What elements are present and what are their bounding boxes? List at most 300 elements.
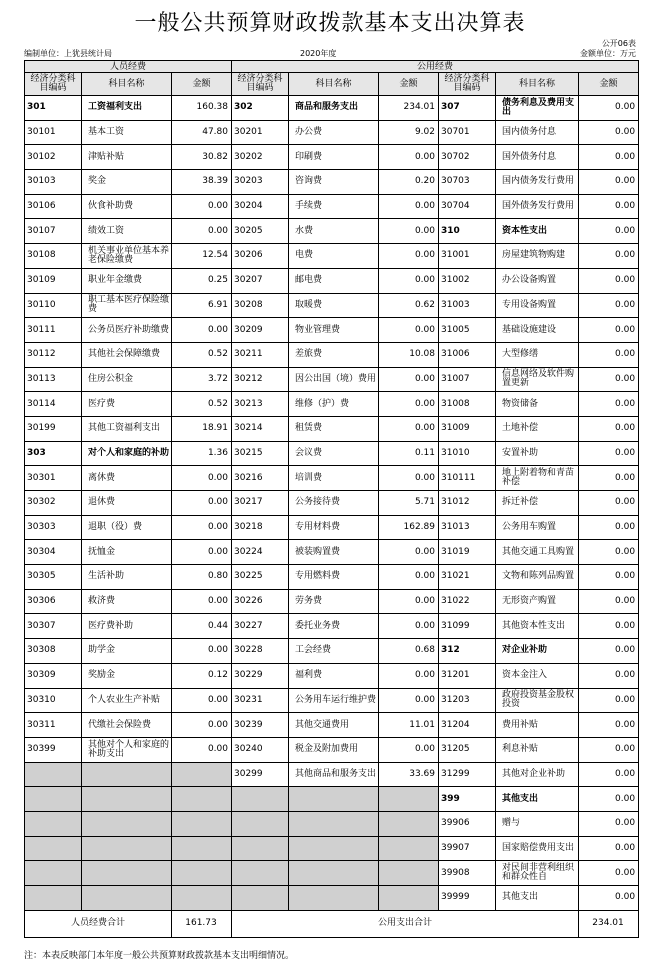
cell-amount: 0.00	[579, 491, 639, 516]
cell-name: 津贴补贴	[82, 145, 172, 170]
cell-name: 地上附着物和青苗补偿	[496, 466, 579, 491]
cell-code: 30211	[232, 342, 289, 367]
cell-amount: 0.00	[579, 145, 639, 170]
table-row	[25, 639, 639, 664]
cell-name: 其他支出	[496, 886, 579, 911]
cell-amount: 30.82	[172, 145, 232, 170]
cell-name: 基础设施建设	[496, 318, 579, 343]
cell-code: 30208	[232, 293, 289, 318]
cell-amount: 0.00	[379, 318, 439, 343]
cell-amount: 0.00	[579, 713, 639, 738]
cell-name: 电费	[289, 244, 379, 269]
cell-amount	[172, 861, 232, 886]
cell-code: 31009	[439, 416, 496, 441]
cell-code: 30305	[25, 565, 82, 590]
cell-name: 住房公积金	[82, 367, 172, 392]
cell-name: 对个人和家庭的补助	[82, 441, 172, 466]
cell-amount: 0.00	[579, 663, 639, 688]
cell-amount	[172, 762, 232, 787]
cell-amount: 0.00	[579, 639, 639, 664]
cell-code: 30310	[25, 688, 82, 713]
cell-name	[289, 886, 379, 911]
cell-code: 31003	[439, 293, 496, 318]
cell-amount: 0.00	[579, 762, 639, 787]
personnel-total-label: 人员经费合计	[25, 910, 172, 937]
cell-amount: 0.00	[172, 194, 232, 219]
page-title: 一般公共预算财政拨款基本支出决算表	[134, 11, 526, 36]
cell-name: 利息补贴	[496, 737, 579, 762]
cell-amount: 10.08	[379, 342, 439, 367]
cell-code: 31299	[439, 762, 496, 787]
table-row	[25, 491, 639, 516]
cell-amount	[379, 886, 439, 911]
cell-code: 30231	[232, 688, 289, 713]
cell-code: 30213	[232, 392, 289, 417]
cell-name: 医疗费	[82, 392, 172, 417]
cell-name	[82, 836, 172, 861]
amount-header: 金额	[579, 73, 639, 96]
expenditure-table	[24, 60, 639, 938]
cell-name	[82, 811, 172, 836]
amount-header: 金额	[172, 73, 232, 96]
cell-code: 31007	[439, 367, 496, 392]
cell-amount: 0.00	[172, 540, 232, 565]
cell-code: 30103	[25, 170, 82, 195]
cell-amount	[172, 886, 232, 911]
public-total-label: 公用支出合计	[232, 910, 579, 937]
cell-name: 费用补贴	[496, 713, 579, 738]
cell-amount: 0.00	[172, 515, 232, 540]
code-header: 经济分类科目编码	[25, 73, 82, 96]
cell-code	[232, 811, 289, 836]
cell-code	[25, 836, 82, 861]
form-number: 公开06表	[601, 39, 636, 48]
cell-name: 奖金	[82, 170, 172, 195]
cell-name: 政府投资基金股权投资	[496, 688, 579, 713]
cell-code	[25, 762, 82, 787]
table-row	[25, 392, 639, 417]
cell-name: 基本工资	[82, 120, 172, 145]
fiscal-year: 2020年度	[300, 49, 337, 58]
cell-code: 30226	[232, 589, 289, 614]
cell-amount: 0.00	[379, 219, 439, 244]
cell-name: 水费	[289, 219, 379, 244]
cell-amount: 0.00	[579, 416, 639, 441]
cell-amount: 0.00	[579, 219, 639, 244]
cell-code: 30109	[25, 268, 82, 293]
cell-name: 国外债务付息	[496, 145, 579, 170]
cell-amount: 0.00	[172, 688, 232, 713]
cell-name: 资本金注入	[496, 663, 579, 688]
cell-amount: 0.00	[579, 861, 639, 886]
cell-name	[82, 861, 172, 886]
cell-name: 其他支出	[496, 787, 579, 812]
table-row	[25, 145, 639, 170]
cell-code: 30701	[439, 120, 496, 145]
cell-amount: 0.00	[379, 392, 439, 417]
table-row	[25, 342, 639, 367]
cell-name: 国家赔偿费用支出	[496, 836, 579, 861]
cell-code: 31022	[439, 589, 496, 614]
cell-name: 福利费	[289, 663, 379, 688]
cell-code	[232, 787, 289, 812]
cell-code: 307	[439, 96, 496, 121]
cell-code: 30108	[25, 244, 82, 269]
cell-amount	[379, 811, 439, 836]
cell-name: 公务用车购置	[496, 515, 579, 540]
cell-amount: 0.00	[579, 540, 639, 565]
cell-code: 310111	[439, 466, 496, 491]
cell-code: 30102	[25, 145, 82, 170]
cell-name: 土地补偿	[496, 416, 579, 441]
cell-code	[25, 787, 82, 812]
cell-code: 31006	[439, 342, 496, 367]
cell-name: 机关事业单位基本养老保险缴费	[82, 244, 172, 269]
cell-name: 医疗费补助	[82, 614, 172, 639]
cell-amount: 0.80	[172, 565, 232, 590]
cell-code: 30199	[25, 416, 82, 441]
cell-code: 31005	[439, 318, 496, 343]
cell-amount: 0.00	[172, 491, 232, 516]
table-row	[25, 244, 639, 269]
table-row	[25, 663, 639, 688]
cell-name: 无形资产购置	[496, 589, 579, 614]
cell-name: 公务用车运行维护费	[289, 688, 379, 713]
cell-code: 30110	[25, 293, 82, 318]
name-header: 科目名称	[496, 73, 579, 96]
cell-name: 其他商品和服务支出	[289, 762, 379, 787]
cell-code: 31019	[439, 540, 496, 565]
cell-amount: 0.00	[579, 392, 639, 417]
cell-name: 国内债务发行费用	[496, 170, 579, 195]
cell-amount: 0.00	[579, 565, 639, 590]
cell-amount: 0.00	[379, 194, 439, 219]
money-unit: 金额单位：万元	[580, 49, 636, 58]
table-row	[25, 737, 639, 762]
cell-amount: 12.54	[172, 244, 232, 269]
cell-code: 30308	[25, 639, 82, 664]
table-row	[25, 416, 639, 441]
cell-amount: 0.11	[379, 441, 439, 466]
cell-amount: 0.00	[579, 515, 639, 540]
cell-amount: 18.91	[172, 416, 232, 441]
cell-code: 30227	[232, 614, 289, 639]
cell-amount	[379, 836, 439, 861]
cell-code: 30201	[232, 120, 289, 145]
table-row	[25, 811, 639, 836]
cell-name: 物资储备	[496, 392, 579, 417]
cell-name: 被装购置费	[289, 540, 379, 565]
cell-code: 30307	[25, 614, 82, 639]
cell-code: 30240	[232, 737, 289, 762]
footnote: 注：本表反映部门本年度一般公共预算财政拨款基本支出明细情况。	[24, 951, 295, 961]
cell-amount: 0.00	[579, 342, 639, 367]
cell-amount: 0.00	[379, 614, 439, 639]
cell-code: 31010	[439, 441, 496, 466]
cell-name: 税金及附加费用	[289, 737, 379, 762]
table-row	[25, 762, 639, 787]
cell-amount: 0.20	[379, 170, 439, 195]
cell-name	[82, 787, 172, 812]
cell-name: 国外债务发行费用	[496, 194, 579, 219]
cell-code: 302	[232, 96, 289, 121]
cell-code: 31001	[439, 244, 496, 269]
cell-name: 个人农业生产补贴	[82, 688, 172, 713]
table-row	[25, 441, 639, 466]
cell-code	[232, 861, 289, 886]
cell-name: 维修（护）费	[289, 392, 379, 417]
cell-amount	[172, 787, 232, 812]
cell-code: 39999	[439, 886, 496, 911]
cell-amount: 0.00	[579, 441, 639, 466]
cell-amount: 160.38	[172, 96, 232, 121]
cell-amount: 0.12	[172, 663, 232, 688]
cell-code	[25, 886, 82, 911]
table-row	[25, 614, 639, 639]
table-row	[25, 688, 639, 713]
cell-amount: 0.00	[579, 268, 639, 293]
cell-amount: 3.72	[172, 367, 232, 392]
cell-name: 因公出国（境）费用	[289, 367, 379, 392]
cell-code: 30239	[232, 713, 289, 738]
cell-code: 30202	[232, 145, 289, 170]
cell-name: 咨询费	[289, 170, 379, 195]
cell-code: 312	[439, 639, 496, 664]
cell-code: 30306	[25, 589, 82, 614]
cell-amount: 0.00	[172, 219, 232, 244]
table-row	[25, 170, 639, 195]
cell-amount: 0.00	[579, 194, 639, 219]
cell-amount: 11.01	[379, 713, 439, 738]
cell-name	[82, 886, 172, 911]
cell-name: 培训费	[289, 466, 379, 491]
cell-code: 31205	[439, 737, 496, 762]
cell-code: 303	[25, 441, 82, 466]
table-row	[25, 861, 639, 886]
cell-code: 39908	[439, 861, 496, 886]
cell-name: 其他资本性支出	[496, 614, 579, 639]
cell-name	[289, 787, 379, 812]
cell-amount: 0.00	[379, 466, 439, 491]
cell-amount: 0.00	[172, 466, 232, 491]
cell-amount: 0.00	[379, 268, 439, 293]
cell-name: 工资福利支出	[82, 96, 172, 121]
table-body	[25, 96, 639, 911]
cell-name: 生活补助	[82, 565, 172, 590]
cell-code: 39906	[439, 811, 496, 836]
cell-name: 取暖费	[289, 293, 379, 318]
cell-code: 30703	[439, 170, 496, 195]
cell-name: 公务员医疗补助缴费	[82, 318, 172, 343]
cell-amount: 0.00	[579, 318, 639, 343]
cell-amount: 0.00	[579, 293, 639, 318]
cell-amount: 0.00	[379, 565, 439, 590]
cell-name: 安置补助	[496, 441, 579, 466]
cell-code: 30101	[25, 120, 82, 145]
code-header: 经济分类科目编码	[232, 73, 289, 96]
cell-name: 商品和服务支出	[289, 96, 379, 121]
cell-name: 国内债务付息	[496, 120, 579, 145]
table-row	[25, 466, 639, 491]
cell-amount: 0.00	[579, 836, 639, 861]
cell-code: 31203	[439, 688, 496, 713]
cell-amount: 162.89	[379, 515, 439, 540]
cell-name: 离休费	[82, 466, 172, 491]
public-total-value: 234.01	[579, 910, 639, 937]
cell-name: 差旅费	[289, 342, 379, 367]
cell-name: 公务接待费	[289, 491, 379, 516]
table-row	[25, 886, 639, 911]
cell-amount	[172, 836, 232, 861]
cell-code: 30301	[25, 466, 82, 491]
cell-name: 信息网络及软件购置更新	[496, 367, 579, 392]
cell-name: 退职（役）费	[82, 515, 172, 540]
cell-name: 赠与	[496, 811, 579, 836]
cell-amount: 6.91	[172, 293, 232, 318]
cell-name: 专用设备购置	[496, 293, 579, 318]
cell-code: 310	[439, 219, 496, 244]
cell-code: 30218	[232, 515, 289, 540]
cell-name: 其他对个人和家庭的补助支出	[82, 737, 172, 762]
cell-code: 30228	[232, 639, 289, 664]
cell-code: 30214	[232, 416, 289, 441]
cell-code: 31002	[439, 268, 496, 293]
cell-code: 30113	[25, 367, 82, 392]
cell-code: 30302	[25, 491, 82, 516]
cell-name: 对民间非营利组织和群众性自	[496, 861, 579, 886]
cell-amount: 0.00	[172, 318, 232, 343]
table-row	[25, 219, 639, 244]
cell-amount: 0.00	[579, 614, 639, 639]
cell-code: 399	[439, 787, 496, 812]
cell-amount: 0.00	[172, 639, 232, 664]
cell-amount: 0.00	[379, 145, 439, 170]
cell-amount: 0.00	[379, 589, 439, 614]
cell-name: 专用燃料费	[289, 565, 379, 590]
cell-name: 抚恤金	[82, 540, 172, 565]
cell-name: 手续费	[289, 194, 379, 219]
table-row	[25, 293, 639, 318]
cell-amount: 47.80	[172, 120, 232, 145]
table-row	[25, 367, 639, 392]
cell-name: 其他交通费用	[289, 713, 379, 738]
table-row	[25, 194, 639, 219]
cell-amount: 0.00	[379, 416, 439, 441]
cell-code: 30205	[232, 219, 289, 244]
cell-amount: 0.00	[379, 367, 439, 392]
cell-code: 30229	[232, 663, 289, 688]
cell-code: 30206	[232, 244, 289, 269]
cell-amount: 5.71	[379, 491, 439, 516]
cell-name: 工会经费	[289, 639, 379, 664]
cell-name: 伙食补助费	[82, 194, 172, 219]
cell-amount: 0.68	[379, 639, 439, 664]
cell-amount: 0.62	[379, 293, 439, 318]
cell-code: 30303	[25, 515, 82, 540]
cell-name: 助学金	[82, 639, 172, 664]
cell-amount: 33.69	[379, 762, 439, 787]
cell-name: 印刷费	[289, 145, 379, 170]
table-row	[25, 713, 639, 738]
cell-name: 其他对企业补助	[496, 762, 579, 787]
table-row	[25, 589, 639, 614]
cell-code: 30209	[232, 318, 289, 343]
cell-name: 其他交通工具购置	[496, 540, 579, 565]
cell-amount: 0.00	[379, 540, 439, 565]
cell-amount: 0.00	[579, 787, 639, 812]
cell-amount: 0.00	[579, 886, 639, 911]
cell-amount: 0.00	[172, 737, 232, 762]
cell-amount: 0.00	[579, 589, 639, 614]
cell-name: 绩效工资	[82, 219, 172, 244]
cell-code: 30299	[232, 762, 289, 787]
table-row	[25, 515, 639, 540]
cell-name: 职业年金缴费	[82, 268, 172, 293]
cell-code: 30215	[232, 441, 289, 466]
cell-name: 对企业补助	[496, 639, 579, 664]
cell-name: 退休费	[82, 491, 172, 516]
cell-code: 31013	[439, 515, 496, 540]
cell-name: 办公设备购置	[496, 268, 579, 293]
name-header: 科目名称	[82, 73, 172, 96]
cell-code: 30702	[439, 145, 496, 170]
cell-amount: 38.39	[172, 170, 232, 195]
cell-code: 30107	[25, 219, 82, 244]
cell-code: 30114	[25, 392, 82, 417]
code-header: 经济分类科目编码	[439, 73, 496, 96]
cell-code: 31099	[439, 614, 496, 639]
reporting-unit: 编制单位：上犹县统计局	[24, 49, 112, 58]
cell-code: 30106	[25, 194, 82, 219]
table-row	[25, 268, 639, 293]
cell-code: 30204	[232, 194, 289, 219]
cell-code: 30224	[232, 540, 289, 565]
cell-name: 救济费	[82, 589, 172, 614]
cell-amount: 0.00	[579, 96, 639, 121]
cell-amount: 0.44	[172, 614, 232, 639]
cell-code: 30704	[439, 194, 496, 219]
cell-amount: 0.52	[172, 392, 232, 417]
cell-name: 劳务费	[289, 589, 379, 614]
cell-amount: 0.00	[579, 244, 639, 269]
cell-code: 30212	[232, 367, 289, 392]
cell-code: 31204	[439, 713, 496, 738]
table-row	[25, 836, 639, 861]
cell-amount: 1.36	[172, 441, 232, 466]
cell-amount: 0.25	[172, 268, 232, 293]
cell-amount: 0.00	[172, 713, 232, 738]
cell-amount: 0.00	[172, 589, 232, 614]
cell-code: 31008	[439, 392, 496, 417]
cell-name: 邮电费	[289, 268, 379, 293]
cell-name: 职工基本医疗保险缴费	[82, 293, 172, 318]
cell-name: 办公费	[289, 120, 379, 145]
cell-code: 30203	[232, 170, 289, 195]
cell-name: 资本性支出	[496, 219, 579, 244]
cell-amount	[379, 861, 439, 886]
cell-code: 31012	[439, 491, 496, 516]
table-row	[25, 120, 639, 145]
amount-header: 金额	[379, 73, 439, 96]
cell-name	[289, 836, 379, 861]
cell-code: 301	[25, 96, 82, 121]
cell-code: 30225	[232, 565, 289, 590]
cell-code	[232, 836, 289, 861]
personnel-total-value: 161.73	[172, 910, 232, 937]
cell-amount: 234.01	[379, 96, 439, 121]
table-row	[25, 565, 639, 590]
cell-amount	[172, 811, 232, 836]
